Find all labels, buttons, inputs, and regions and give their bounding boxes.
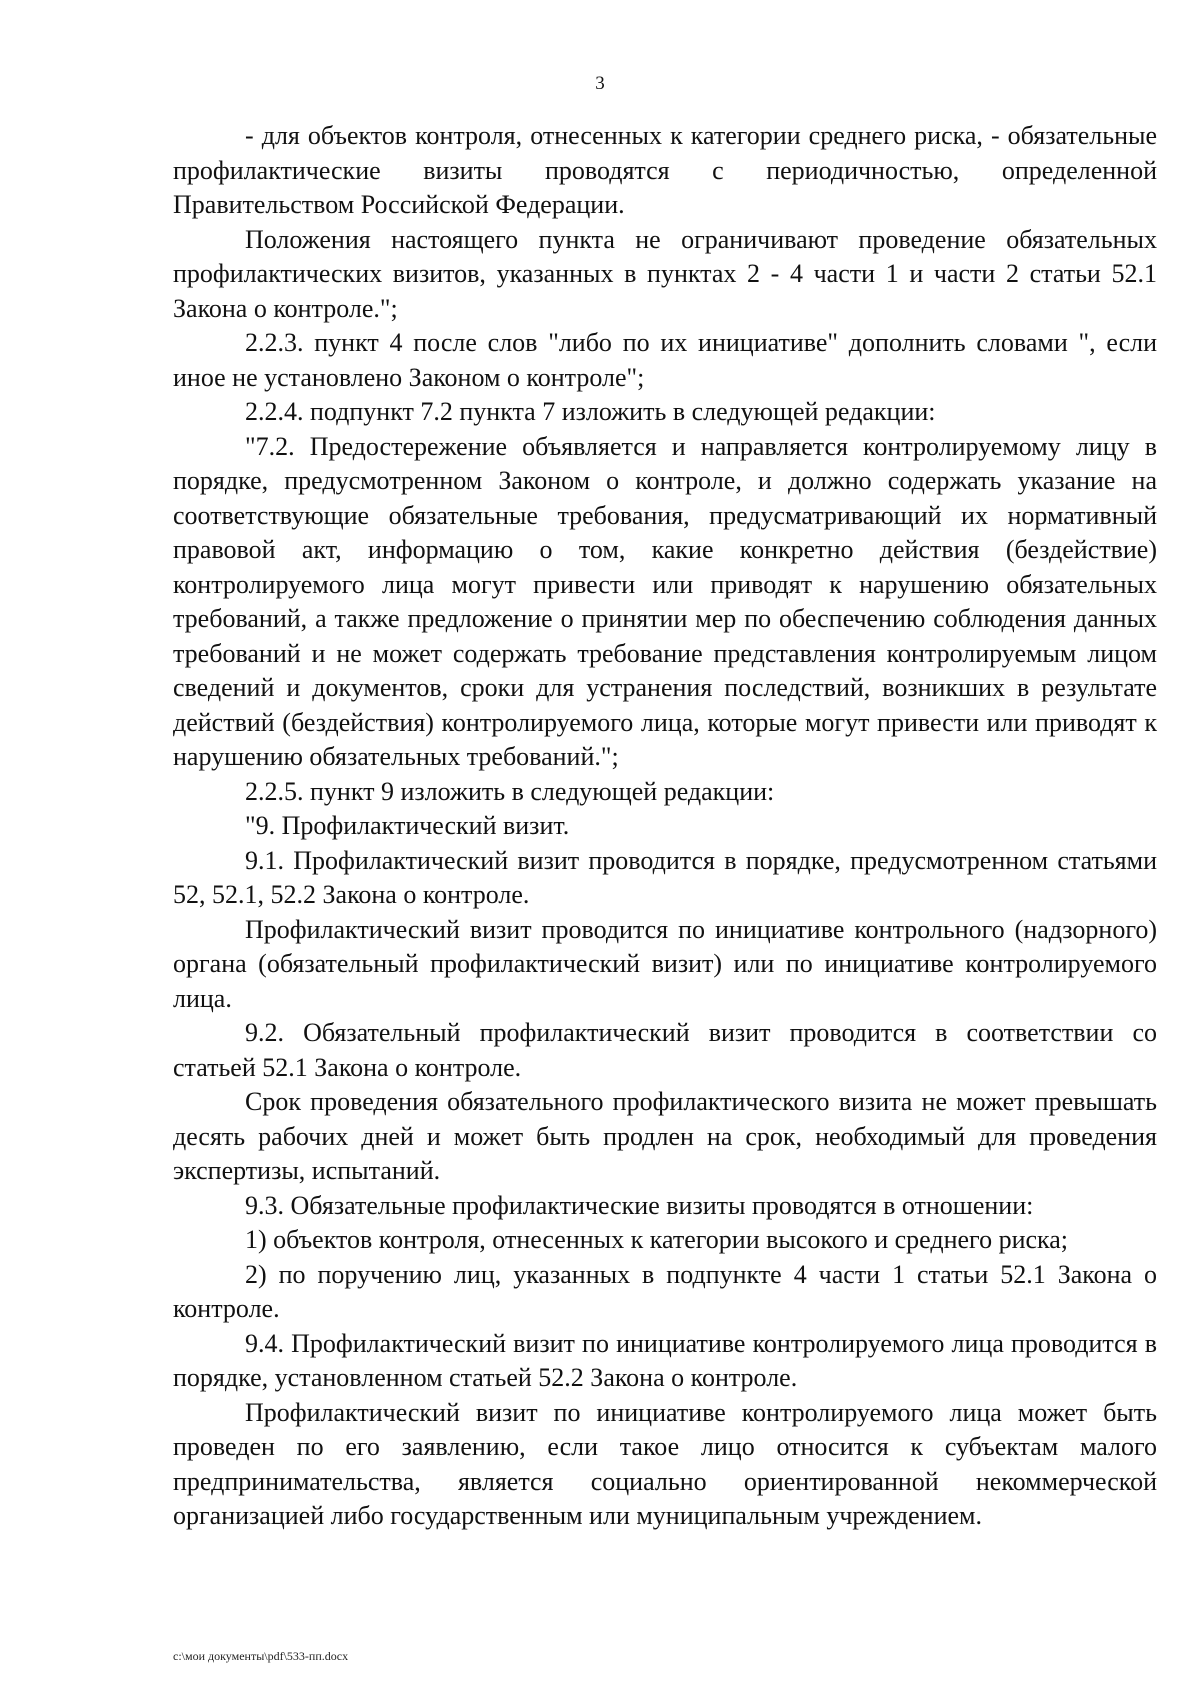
paragraph-medium-risk-visits: - для объектов контроля, отнесенных к категории среднего риска, - обязательные профилактические визиты проводятся с периодичностью, определенной Правительством Российской Федерации.	[173, 121, 1157, 219]
paragraph-9-3: 9.3. Обязательные профилактические визиты проводятся в отношении:	[245, 1190, 1034, 1220]
paragraph-2-2-5: 2.2.5. пункт 9 изложить в следующей редакции:	[245, 776, 775, 806]
paragraph-9-2: 9.2. Обязательный профилактический визит проводится в соответствии со статьей 52.1 Закона о контроле.	[173, 1018, 1157, 1082]
paragraph-visit-initiative: Профилактический визит проводится по инициативе контрольного (надзорного) органа (обязательный профилактический визит) или по инициативе контролируемого лица.	[173, 914, 1157, 1013]
paragraph-9-1: 9.1. Профилактический визит проводится в порядке, предусмотренном статьями 52, 52.1, 52.2 Закона о контроле.	[173, 845, 1157, 909]
paragraph-2-2-3: 2.2.3. пункт 4 после слов "либо по их инициативе" дополнить словами ", если иное не установлено Законом о контроле";	[173, 328, 1157, 392]
list-item-1-risk-objects: 1) объектов контроля, отнесенных к категории высокого и среднего риска;	[245, 1225, 1069, 1254]
paragraph-controlled-person-visit: Профилактический визит по инициативе контролируемого лица может быть проведен по его заявлению, если такое лицо относится к субъектам малого предпринимательства, является социально ориентированной некоммерческой организацией либо государственным или муниципальным учреждением.	[173, 1397, 1157, 1530]
footer-file-path: c:\мои документы\pdf\533-пп.docx	[173, 1649, 349, 1663]
paragraph-provisions-limitation: Положения настоящего пункта не ограничивают проведение обязательных профилактических визитов, указанных в пунктах 2 - 4 части 1 и части 2 статьи 52.1 Закона о контроле.";	[173, 224, 1157, 323]
paragraph-9-4: 9.4. Профилактический визит по инициативе контролируемого лица проводится в порядке, установленном статьей 52.2 Закона о контроле.	[173, 1328, 1157, 1392]
page-number: 3	[595, 73, 605, 94]
paragraph-2-2-4: 2.2.4. подпункт 7.2 пункта 7 изложить в следующей редакции:	[245, 397, 936, 426]
paragraph-visit-duration: Срок проведения обязательного профилактического визита не может превышать десять рабочих дней и может быть продлен на срок, необходимый для проведения экспертизы, испытаний.	[173, 1087, 1157, 1185]
document-body	[173, 119, 1157, 1534]
paragraph-7-2-warning: "7.2. Предостережение объявляется и направляется контролируемому лицу в порядке, предусмотренном Законом о контроле, и должно содержать указание на соответствующие обязательные требования, предусматривающий их нормативный правовой акт, информацию о том, какие конкретно действия (бездействие) контролируемого лица могут привести или приводят к нарушению обязательных требований, а также предложение о принятии мер по обеспечению соблюдения данных требований и не может содержать требование представления контролируемым лицом сведений и документов, сроки для устранения последствий, возникших в результате действий (бездействия) контролируемого лица, которые могут привести или приводят к нарушению обязательных требований.";	[173, 431, 1157, 771]
list-item-2-instruction: 2) по поручению лиц, указанных в подпункте 4 части 1 статьи 52.1 Закона о контроле.	[173, 1259, 1157, 1323]
paragraph-9-heading: "9. Профилактический визит.	[245, 811, 570, 840]
